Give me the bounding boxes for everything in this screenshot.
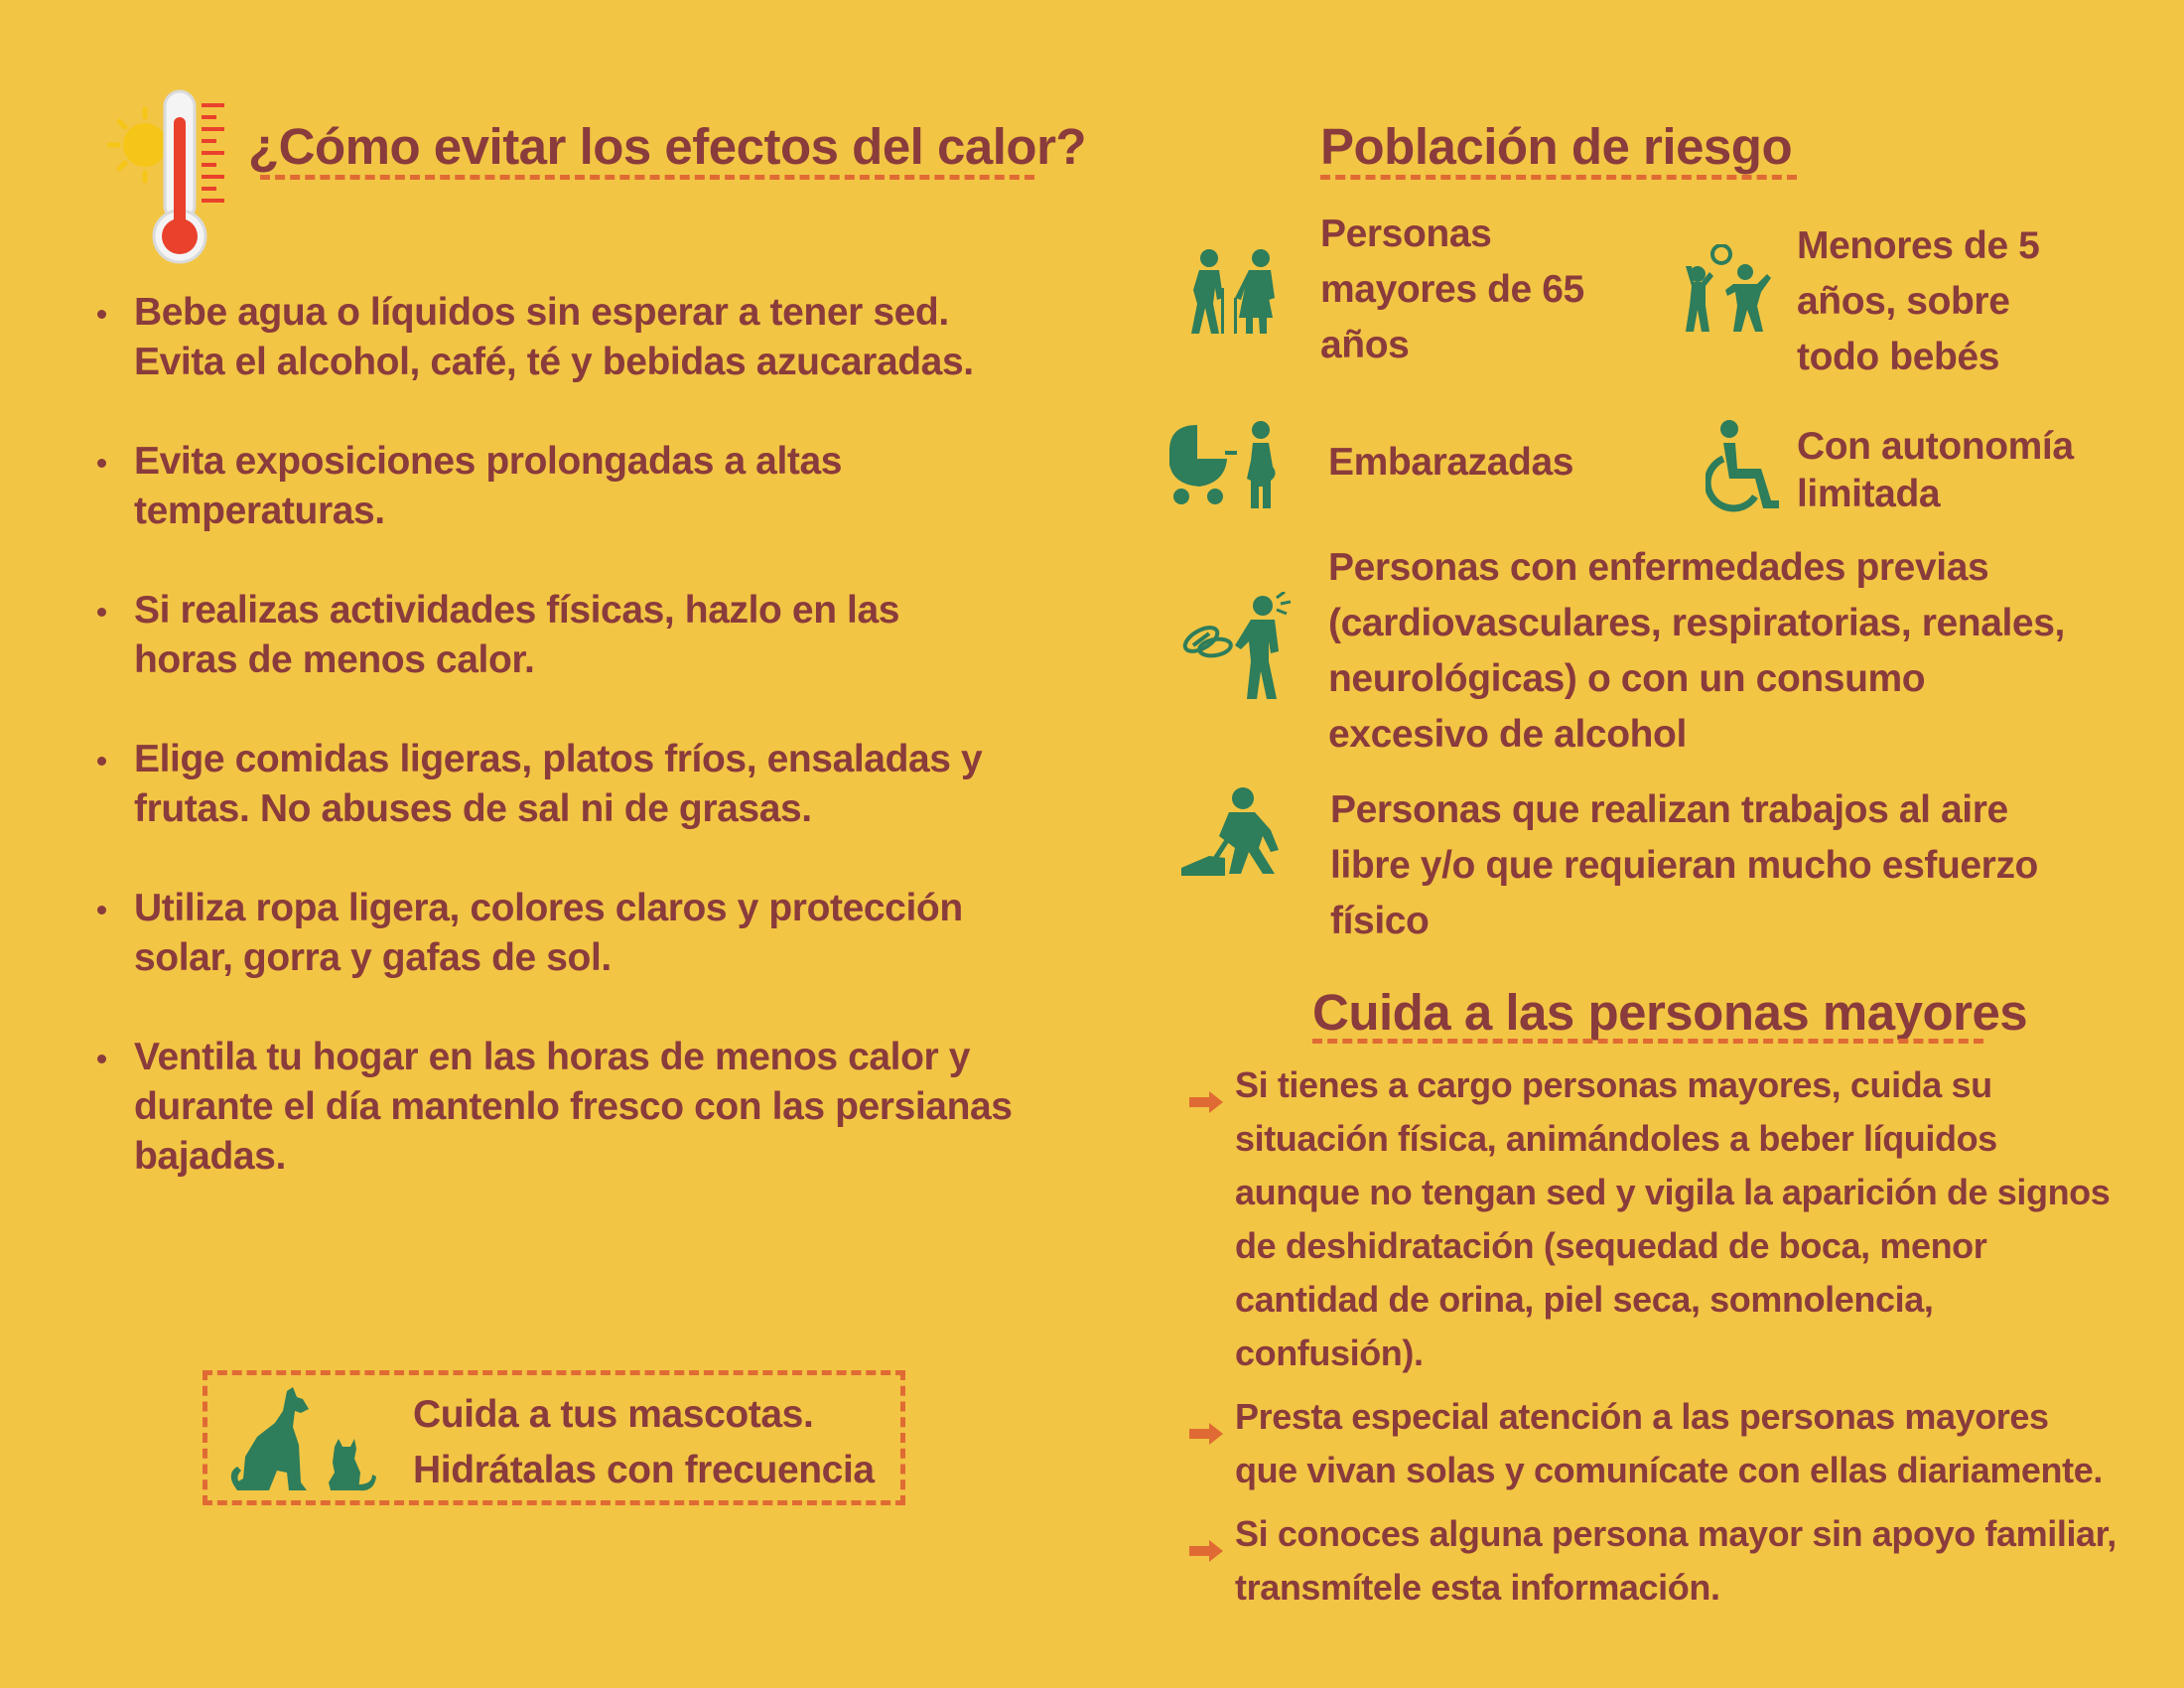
elderly-couple-icon xyxy=(1179,248,1287,336)
heat-effects-title: ¿Cómo evitar los efectos del calor? xyxy=(248,118,1087,175)
risk-group-label: Embarazadas xyxy=(1328,441,1574,484)
sick-person-pills-icon xyxy=(1177,592,1293,701)
care-item-text: Presta especial atención a las personas mayores que vivan solas y comunícate con ellas diariamente. xyxy=(1235,1396,2103,1490)
pets-callout xyxy=(203,1370,905,1505)
arrow-right-icon xyxy=(1189,1406,1223,1460)
outdoor-worker-icon xyxy=(1179,786,1295,878)
pets-text-line1: Cuida a tus mascotas. xyxy=(413,1393,814,1436)
arrow-right-icon xyxy=(1189,1074,1223,1128)
pets-text-line2: Hidrátalas con frecuencia xyxy=(413,1449,875,1491)
heat-tips-list xyxy=(89,288,1013,1231)
elderly-care-list xyxy=(1187,1058,2120,1624)
risk-group-label: Con autonomía limitada xyxy=(1797,425,2074,515)
risk-group-label: Personas que realizan trabajos al aire libre y/o que requieran mucho esfuerzo físico xyxy=(1330,788,2038,942)
risk-group-label: Menores de 5 años, sobre todo bebés xyxy=(1797,224,2040,378)
pregnant-stroller-icon xyxy=(1167,421,1287,510)
risk-population-title: Población de riesgo xyxy=(1320,118,1793,175)
risk-group-label: Personas mayores de 65 años xyxy=(1320,212,1584,366)
heat-effects-title-underline xyxy=(260,175,1034,180)
elderly-title-underline xyxy=(1312,1039,1983,1044)
tip-item: Utiliza ropa ligera, colores claros y protección solar, gorra y gafas de sol. xyxy=(89,884,1013,983)
tip-item: Si realizas actividades físicas, hazlo en las horas de menos calor. xyxy=(89,586,1013,685)
care-item-text: Si tienes a cargo personas mayores, cuida su situación física, animándoles a beber líquidos aunque no tengan sed y vigila la aparición de signos de deshidratación (sequedad de boca, menor cantidad de orina, piel seca, somnolencia, confusión). xyxy=(1235,1064,2111,1373)
arrow-right-icon xyxy=(1189,1523,1223,1577)
tip-item: Elige comidas ligeras, platos fríos, ensaladas y frutas. No abuses de sal ni de grasas. xyxy=(89,735,1013,834)
tip-item: Bebe agua o líquidos sin esperar a tener sed. Evita el alcohol, café, té y bebidas azucaradas. xyxy=(89,288,1013,387)
care-item-text: Si conoces alguna persona mayor sin apoyo familiar, transmítele esta información. xyxy=(1235,1513,2116,1608)
tip-item: Evita exposiciones prolongadas a altas temperaturas. xyxy=(89,437,1013,536)
wheelchair-icon xyxy=(1706,419,1781,514)
dog-cat-icon xyxy=(227,1387,376,1494)
care-item xyxy=(1187,1507,2120,1615)
care-item xyxy=(1187,1390,2120,1497)
tip-item: Ventila tu hogar en las horas de menos calor y durante el día mantenlo fresco con las persianas bajadas. xyxy=(89,1033,1013,1182)
care-item xyxy=(1187,1058,2120,1380)
thermometer-sun-icon xyxy=(107,87,231,266)
risk-group-label: Personas con enfermedades previas (cardiovasculares, respiratorias, renales, neurológicas) o con un consumo excesivo de alcohol xyxy=(1328,546,2065,756)
elderly-care-title: Cuida a las personas mayores xyxy=(1312,984,2028,1041)
risk-title-underline xyxy=(1320,175,1797,180)
children-playing-icon xyxy=(1684,244,1773,336)
